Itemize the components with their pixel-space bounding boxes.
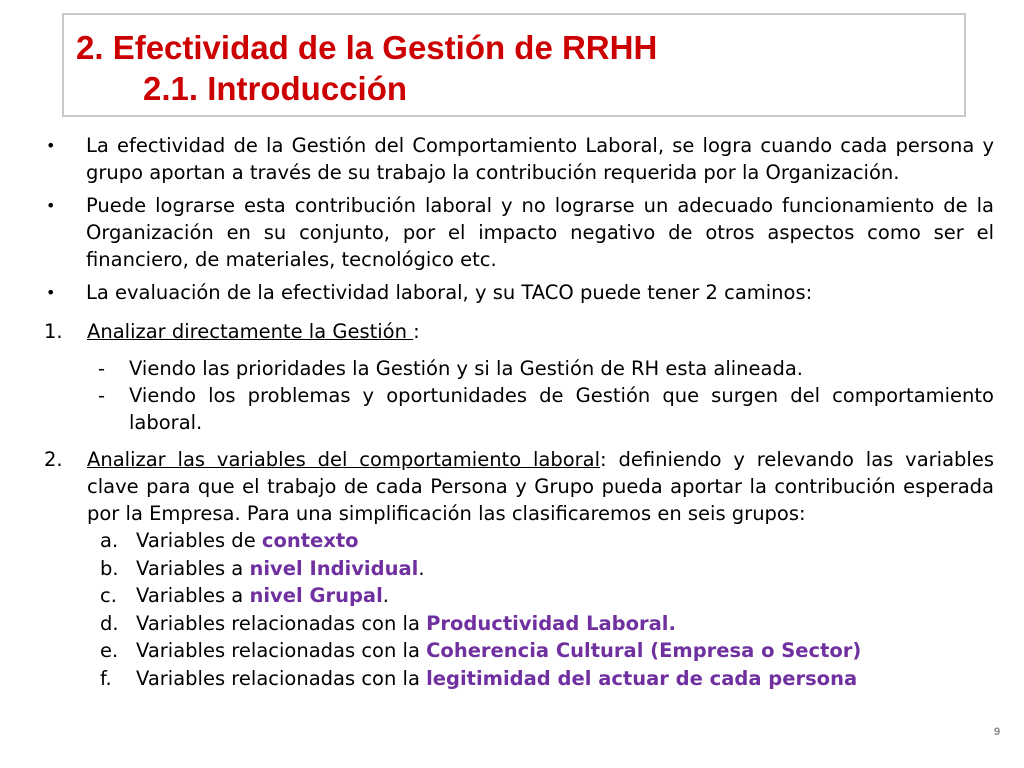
letter-text: [136, 610, 676, 638]
letter-text: [136, 555, 425, 583]
letter-marker: c.: [100, 584, 117, 607]
letter-marker: a.: [100, 529, 119, 552]
bullet-item: [44, 132, 994, 186]
letter-marker: b.: [100, 556, 119, 580]
letter-highlight: nivel Individual: [249, 556, 419, 580]
bullet-marker: •: [46, 196, 56, 215]
letter-highlight: Coherencia Cultural (Empresa o Sector): [426, 639, 862, 662]
letter-prefix: Variables relacionadas con la: [136, 666, 427, 690]
underlined-heading: Analizar las variables del comportamiento laboral: [87, 448, 601, 471]
slide-title: 2. Efectividad de la Gestión de RRHH: [76, 29, 658, 66]
bullet-marker: •: [46, 283, 56, 302]
letter-highlight: Productividad Laboral.: [426, 611, 676, 635]
letter-marker: d.: [100, 611, 119, 635]
slide-subtitle: 2.1. Introducción: [143, 70, 408, 107]
letter-highlight: nivel Grupal: [249, 584, 383, 607]
number-marker: 2.: [44, 448, 63, 471]
letter-prefix: Variables a: [136, 584, 250, 607]
dash-text: Viendo los problemas y oportunidades de Gestión que surgen del comportamiento laboral.: [129, 384, 994, 434]
dash-text: Viendo las prioridades la Gestión y si la Gestión de RH esta alineada.: [129, 357, 803, 380]
bullet-text: La evaluación de la efectividad laboral, y su TACO puede tener 2 caminos:: [86, 281, 813, 304]
bullet-marker: •: [46, 136, 56, 155]
letter-item: [44, 637, 994, 665]
dash-item: [44, 382, 994, 436]
letter-prefix: Variables a: [136, 556, 250, 580]
letter-text: [136, 665, 857, 693]
title-box: [62, 13, 966, 117]
number-marker: 1.: [44, 320, 63, 343]
letter-item: [44, 555, 994, 583]
letter-item: [44, 527, 994, 555]
bullet-text: Puede lograrse esta contribución laboral y no lograrse un adecuado funcionamiento de la Organización en su conjunto, por el impacto negativo de otros aspectos como ser el financiero, de materiales, tecnológico etc.: [86, 194, 994, 271]
slide-content: [44, 132, 994, 692]
numbered-item-text: [87, 446, 994, 527]
letter-marker: e.: [100, 639, 119, 662]
letter-item: [44, 582, 994, 610]
letter-item: [44, 665, 994, 693]
letter-marker: f.: [100, 666, 112, 690]
letter-text: [136, 582, 389, 610]
bullet-item: [44, 279, 994, 306]
bullet-item: [44, 192, 994, 273]
numbered-item-text: [87, 318, 994, 345]
heading-rest: : definiendo y relevando las variables clave para que el trabajo de cada Persona y Grupo pueda aportar la contribución esperada por la Empresa. Para una simplificación las clasificaremos en seis grupos:: [87, 448, 994, 525]
bullet-text: La efectividad de la Gestión del Comportamiento Laboral, se logra cuando cada persona y grupo aportan a través de su trabajo la contribución requerida por la Organización.: [86, 134, 994, 184]
letter-prefix: Variables de: [136, 529, 262, 552]
page-number: 9: [994, 726, 1001, 738]
letter-text: [136, 637, 861, 665]
underlined-heading: Analizar directamente la Gestión: [87, 320, 414, 343]
numbered-item-1: [44, 318, 994, 345]
letter-prefix: Variables relacionadas con la: [136, 611, 427, 635]
letter-suffix: .: [418, 556, 425, 580]
letter-highlight: contexto: [261, 529, 359, 552]
letter-suffix: .: [382, 584, 389, 607]
letter-text: [136, 527, 359, 555]
dash-marker: -: [98, 384, 106, 407]
letter-item: [44, 610, 994, 638]
letter-prefix: Variables relacionadas con la: [136, 639, 427, 662]
dash-marker: -: [98, 357, 106, 380]
dash-item: [44, 355, 994, 382]
numbered-item-2: [44, 446, 994, 527]
letter-highlight: legitimidad del actuar de cada persona: [426, 666, 858, 690]
heading-rest: :: [413, 320, 420, 343]
